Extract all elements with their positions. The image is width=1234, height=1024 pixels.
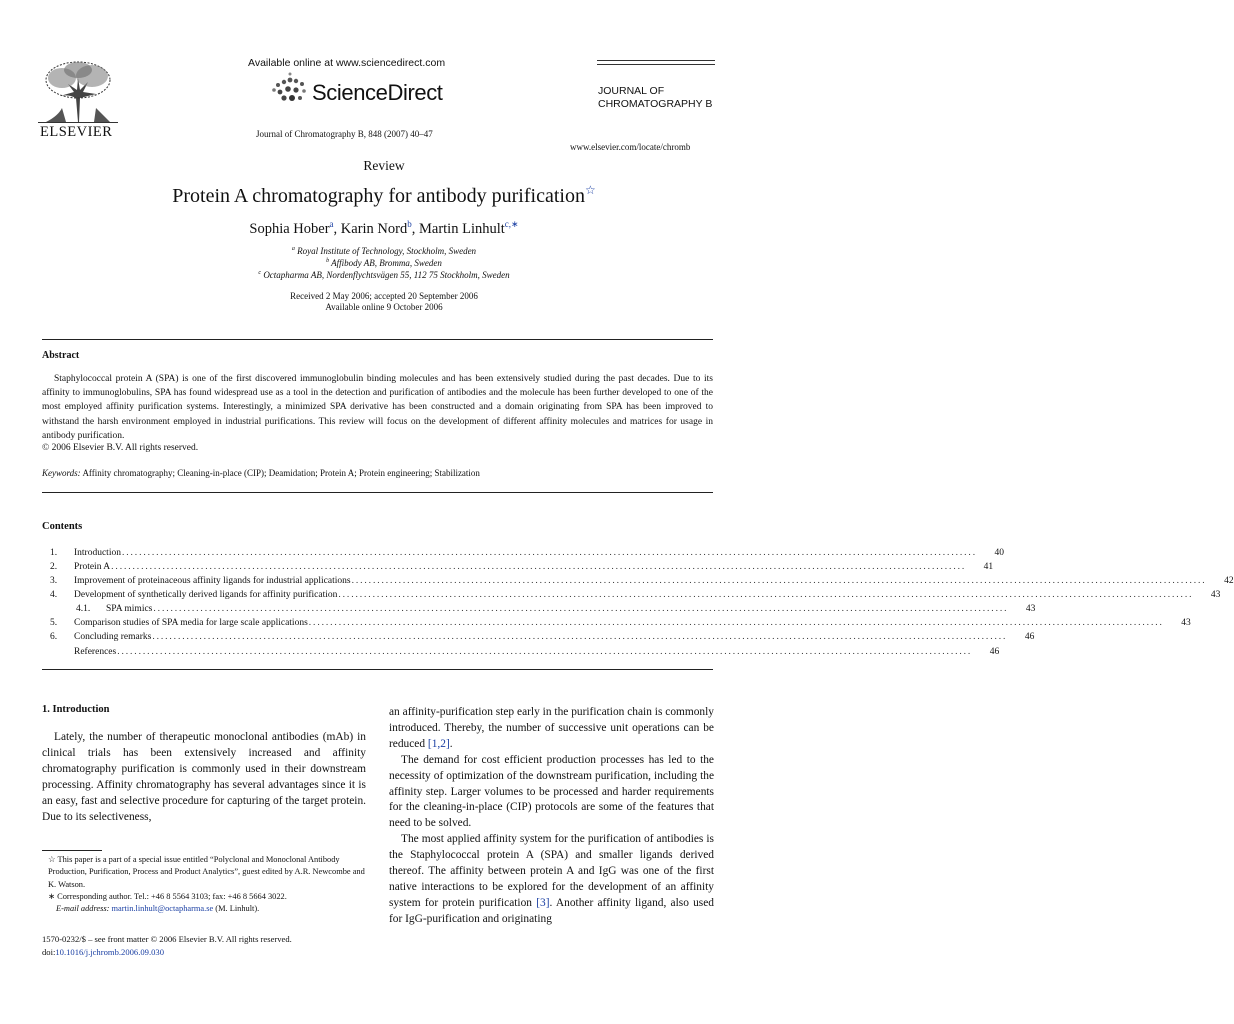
email-label: E-mail address: [56,904,110,914]
contents-heading: Contents [42,521,83,532]
footnotes [42,854,366,915]
toc-label: Protein A [74,562,111,572]
toc-label: Improvement of proteinaceous affinity ligands for industrial applications [74,576,351,586]
footnote-rule [42,850,102,851]
toc-entry[interactable] [50,604,1036,618]
toc-leader-dots: ........................................................................................................................................................................................................ [351,576,1207,586]
available-online-date: Available online 9 October 2006 [325,302,443,312]
journal-url: www.elsevier.com/locate/chromb [570,142,691,152]
abstract-heading: Abstract [42,350,80,361]
toc-number: 3. [50,576,58,586]
article-identifiers [42,933,292,959]
toc-leader-dots: ........................................................................................................................................................................................................ [308,618,1164,628]
toc-label: SPA mimics [106,604,153,614]
toc-leader-dots: ........................................................................................................................................................................................................ [111,562,967,572]
toc-leader-dots: ........................................................................................................................................................................................................ [121,548,977,558]
footnote-mark: ∗ [48,891,56,901]
journal-name-line: CHROMATOGRAPHY B [598,98,713,110]
footnote-text: This paper is a part of a special issue entitled “Polyclonal and Monoclonal Antibody Production, Purification, Process and Product Analytics”, guest edited by A.R. Newcombe and K. Watson. [48,855,365,889]
body-paragraph: Lately, the number of therapeutic monoclonal antibodies (mAb) in clinical trials has been extensively increased and affinity chromatography purification is commonly used in their downstream processing. Affinity chromatography has several advantages since it is an easy, fast and selective procedure for capturing of the target protein. Due to its selectiveness, [42,731,366,823]
toc-label: References [74,647,117,657]
toc-entry[interactable] [50,548,1004,562]
doi-line [42,946,292,959]
affiliation [0,270,768,280]
body-column-right [389,705,714,928]
article-title-block [0,183,768,208]
toc-label: Introduction [74,548,121,558]
citation-link[interactable]: [1,2] [427,737,450,750]
affiliation-mark: c [258,270,262,276]
journal-citation: Journal of Chromatography B, 848 (2007) 40–47 [256,129,433,139]
footnote-text: Corresponding author. Tel.: +46 8 5564 3103; fax: +46 8 5664 3022. [57,891,287,901]
title-footnote-mark[interactable]: ☆ [584,183,596,197]
toc-page-number: 43 [1210,590,1221,600]
toc-entry[interactable] [50,647,1000,661]
toc-entry[interactable] [50,576,1234,590]
abstract-text: Staphylococcal protein A (SPA) is one of the first discovered immunoglobulin binding molecules and has been extensively studied during the past decades. Due to its affinity to immunoglobulins, SPA has found widespread use as a tool in the detection and purification of antibodies and the molecule has been further developed to one of the most employed affinity purification systems. Interestingly, a minimized SPA derivative has been constructed and a domain originating from SPA has been improved to withstand the harsh environment employed in industrial purifications. This review will focus on the development of different affinity molecules and matrices for usage in antibody purification. [42,374,713,441]
toc-entry[interactable] [50,590,1221,604]
elsevier-tree-logo-icon [38,58,118,124]
issn-line: 1570-0232/$ – see front matter © 2006 Elsevier B.V. All rights reserved. [42,934,292,944]
section-rule [42,339,713,340]
body-paragraph: The demand for cost efficient production processes has led to the necessity of optimization of the downstream purification, including the affinity step. Larger volumes to be processed and harder requirements for the cleaning-in-place (CIP) protocols are some of the features that need to be solved. [389,753,714,830]
section-rule [42,492,713,493]
footnote-email [42,903,366,915]
paragraph-text: The most applied affinity system for the purification of antibodies is the Staphylococcal protein A (SPA) and smaller ligands derived thereof. The affinity between protein A and IgG was one of the first native interactions to be explored for the development of an affinity system for protein purification [389,833,714,909]
author-affiliation-mark[interactable]: b [407,219,412,229]
doi-link[interactable]: 10.1016/j.jchromb.2006.09.030 [55,946,164,957]
author-name: Karin Nord [340,221,408,237]
toc-page-number: 43 [1181,618,1191,628]
toc-number: 6. [50,632,58,642]
toc-number: 4.1. [76,604,91,614]
author-list: Sophia Hober$^a$, Karin Nord$^b$, Martin Linhult$^{c,∗}$ [249,219,519,237]
body-paragraph [389,832,714,927]
toc-page-number: 40 [994,548,1004,558]
author-affiliation-mark[interactable]: c,∗ [504,219,519,229]
footnote-corresponding [42,891,366,903]
publisher-name: ELSEVIER [40,124,113,140]
abstract-copyright: © 2006 Elsevier B.V. All rights reserved. [42,443,199,453]
toc-page-number: 46 [989,647,1000,657]
journal-rule [597,64,715,65]
author-name: Martin Linhult [419,221,505,237]
toc-page-number: 46 [1024,632,1035,642]
keywords-label: Keywords: [42,468,81,478]
footnote-star [42,854,366,891]
toc-page-number: 42 [1224,576,1234,586]
affiliation-text: Octapharma AB, Nordenflychtsvägen 55, 112 75 Stockholm, Sweden [263,270,510,280]
toc-leader-dots: ........................................................................................................................................................................................................ [117,647,973,657]
received-dates: Received 2 May 2006; accepted 20 September 2006 [290,291,478,301]
author-affiliation-mark[interactable]: a [329,219,334,229]
toc-number: 4. [50,590,58,600]
toc-entry[interactable] [50,562,994,576]
keywords-list: Affinity chromatography; Cleaning-in-place (CIP); Deamidation; Protein A; Protein engineering; Stabilization [82,468,480,478]
sciencedirect-dots-icon [268,72,310,106]
toc-number: 5. [50,618,58,628]
toc-entry[interactable] [50,618,1191,632]
section-rule [42,669,713,670]
affiliation [0,258,768,268]
journal-rule [597,60,715,61]
paragraph-text: an affinity-purification step early in the purification chain is commonly introduced. Thereby, the number of successive unit operations can be reduced [389,706,714,750]
body-paragraph: an affinity-purification step early in the purification chain is commonly introduced. Thereby, the number of successive unit operations can be reduced [1,2]. [389,706,714,750]
article-type: Review [363,158,405,173]
body-column-left [42,730,366,825]
affiliation-mark: a [291,246,295,252]
footnote-text: (M. Linhult). [215,904,260,914]
section-heading-introduction: 1. Introduction [42,704,110,715]
sciencedirect-wordmark: ScienceDirect [312,80,443,105]
toc-leader-dots: ........................................................................................................................................................................................................ [338,590,1194,600]
citation-link[interactable]: [3] [536,896,550,909]
paragraph-text: . Another affinity ligand, also used for IgG-purification and originating [389,896,714,925]
keywords-line [42,468,480,478]
toc-entry[interactable] [50,632,1035,646]
available-online-note: Available online at www.sciencedirect.com [248,57,446,69]
toc-number: 2. [50,562,58,572]
author-name: Sophia Hober [249,221,330,237]
journal-name [598,85,712,111]
doi-label: doi: [42,946,56,957]
toc-page-number: 41 [983,562,994,572]
journal-name-line: JOURNAL OF [598,85,665,97]
affiliation-text: Affibody AB, Bromma, Sweden [331,258,442,268]
toc-number: 1. [50,548,58,558]
toc-label: Comparison studies of SPA media for large scale applications [74,618,308,628]
affiliation [0,246,768,256]
toc-leader-dots: ........................................................................................................................................................................................................ [152,632,1008,642]
affiliation-mark: b [326,258,330,264]
affiliation-text: Royal Institute of Technology, Stockholm, Sweden [297,246,477,256]
toc-label: Concluding remarks [74,632,152,642]
article-title: Protein A chromatography for antibody purification [172,185,585,207]
toc-leader-dots: ........................................................................................................................................................................................................ [153,604,1009,614]
toc-label: Development of synthetically derived ligands for affinity purification [74,590,338,600]
footnote-mark: ☆ [48,855,56,864]
email-link[interactable]: martin.linhult@octapharma.se [111,904,214,914]
toc-page-number: 43 [1025,604,1036,614]
